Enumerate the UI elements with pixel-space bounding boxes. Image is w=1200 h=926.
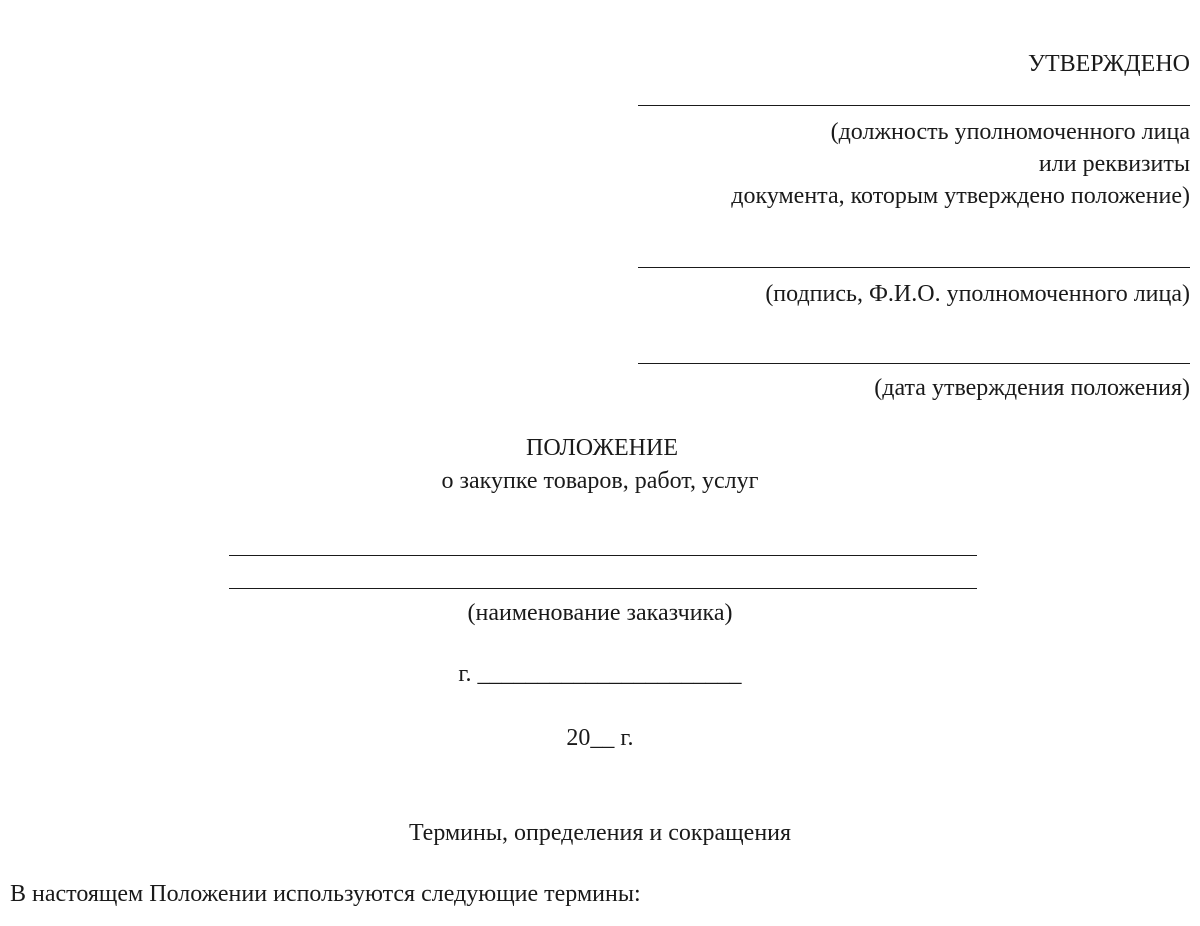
signature-caption: (подпись, Ф.И.О. уполномоченного лица): [765, 281, 1190, 307]
signature-line: [638, 267, 1190, 268]
year-field: 20__ г.: [566, 725, 634, 751]
position-caption-line1: (должность уполномоченного лица: [830, 119, 1190, 145]
approval-heading: УТВЕРЖДЕНО: [1027, 51, 1190, 77]
position-caption-line2: или реквизиты: [1038, 151, 1190, 177]
document-subtitle: о закупке товаров, работ, услуг: [441, 468, 759, 494]
position-line: [638, 105, 1190, 106]
section-intro: В настоящем Положении используются следующие термины:: [10, 881, 641, 907]
customer-caption: (наименование заказчика): [467, 600, 733, 626]
city-field: г. ______________________: [458, 661, 742, 687]
document-title: ПОЛОЖЕНИЕ: [526, 435, 678, 461]
section-heading: Термины, определения и сокращения: [408, 820, 792, 846]
date-line: [638, 363, 1190, 364]
date-caption: (дата утверждения положения): [874, 375, 1190, 401]
customer-line-1: [229, 555, 977, 556]
customer-line-2: [229, 588, 977, 589]
position-caption-line3: документа, которым утверждено положение): [731, 183, 1190, 209]
